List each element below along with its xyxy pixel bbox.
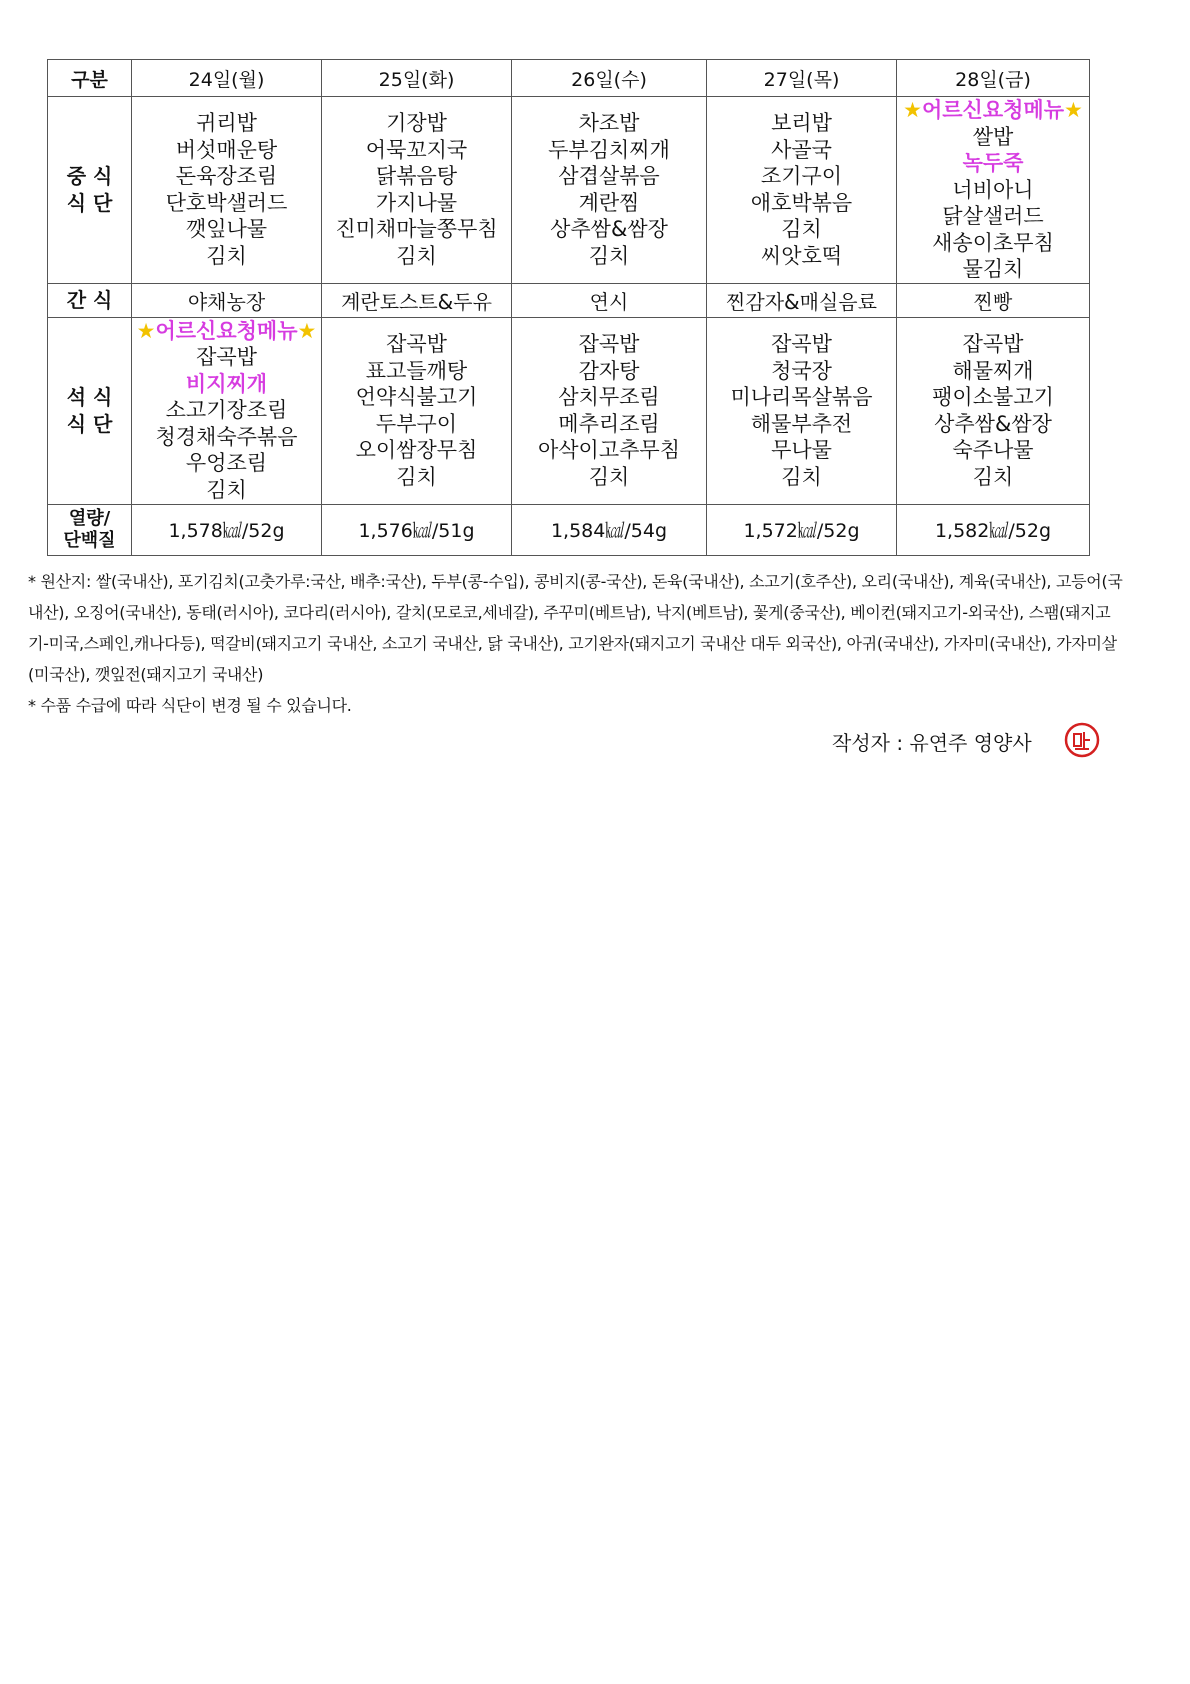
menu-item: 기장밥 (386, 111, 447, 136)
menu-item: 깻잎나물 (185, 217, 268, 242)
menu-item: 언약식불고기 (355, 385, 478, 409)
menu-item: 가지나물 (375, 190, 458, 215)
change-note: * 수품 수급에 따라 식단이 변경 될 수 있습니다. (28, 696, 352, 715)
kcal-row (48, 504, 1090, 555)
snack-cell: 계란토스트&두유 (322, 283, 512, 317)
kcal-cell: 1,584㎉/54g (512, 504, 707, 555)
menu-item: 김치 (781, 217, 822, 242)
menu-item: 해물찌개 (952, 358, 1034, 383)
menu-item: 새송이초무침 (932, 230, 1054, 255)
star-icon: ★ (1064, 98, 1083, 122)
day-header-wed: 26일(수) (512, 60, 707, 97)
day-header-tue: 25일(화) (322, 60, 512, 97)
kcal-cell: 1,578㎉/52g (132, 504, 322, 555)
day-header-mon: 24일(월) (132, 60, 322, 97)
menu-item: 차조밥 (578, 111, 640, 136)
menu-item: 두부구이 (375, 411, 458, 436)
menu-item: 삼치무조림 (558, 385, 660, 409)
dinner-cell (897, 317, 1090, 504)
dinner-cell (132, 317, 322, 504)
menu-item: 소고기장조림 (165, 398, 288, 423)
menu-item: 상추쌈&쌈장 (550, 217, 668, 242)
notes (28, 566, 1128, 721)
menu-item: 조기구이 (760, 164, 843, 189)
menu-item: 오이쌈장무침 (355, 438, 478, 462)
menu-item: 김치 (588, 464, 630, 489)
menu-item: 숙주나물 (952, 438, 1034, 462)
menu-item: 상추쌈&쌈장 (934, 411, 1052, 436)
menu-item: 표고들깨탕 (365, 358, 468, 383)
header-label: 구분 (48, 60, 132, 97)
menu-item: 감자탕 (578, 358, 640, 383)
header-row (48, 60, 1090, 97)
menu-item: 김치 (588, 243, 630, 268)
menu-item: 계란찜 (578, 190, 640, 215)
menu-item: 아삭이고추무침 (537, 438, 680, 462)
lunch-cell (897, 97, 1090, 284)
menu-item: 버섯매운탕 (175, 137, 278, 162)
snack-cell: 연시 (512, 283, 707, 317)
menu-item: 미나리목살볶음 (730, 385, 873, 409)
menu-item: 어묵꼬지국 (365, 137, 468, 162)
menu-item: 해물부추전 (750, 411, 853, 436)
special-menu-label (897, 97, 1089, 124)
special-menu-text: 어르신요청메뉴 (921, 98, 1064, 122)
menu-item: 김치 (206, 477, 247, 502)
dinner-cell (322, 317, 512, 504)
menu-item: 씨앗호떡 (760, 243, 843, 268)
lunch-label (48, 97, 132, 284)
menu-item: 닭볶음탕 (375, 164, 458, 189)
menu-item: 우엉조림 (185, 451, 268, 476)
day-header-fri: 28일(금) (897, 60, 1090, 97)
menu-item: 너비아니 (952, 177, 1034, 202)
menu-item: 애호박볶음 (750, 190, 853, 215)
star-icon: ★ (903, 98, 922, 122)
menu-item: 잡곡밥 (386, 332, 447, 356)
menu-item: 닭살샐러드 (942, 204, 1044, 228)
kcal-label-line: 열량/ (68, 507, 111, 529)
kcal-label (48, 504, 132, 555)
special-menu-text: 어르신요청메뉴 (155, 318, 298, 343)
menu-item: 두부김치찌개 (548, 137, 670, 162)
lunch-label-line: 중 식 (66, 163, 113, 188)
origin-note: * 원산지: 쌀(국내산), 포기김치(고춧가루:국산, 배추:국산), 두부(콩-수입), 콩비지(콩-국산), 돈육(국내산), 소고기(호주산), 오리(국내산), 계육(국내산), 고등어(국내산), 오징어(국내산), 동태(러시아), 코다리(러시아), 갈치(모로코,세네갈), 주꾸미(베트남), 낙지(베트남), 꽃게(중국산), 베이컨(돼지고기-외국산), 스팸(돼지고기-미국,스페인,캐나다등), 떡갈비(돼지고기 국내산, 소고기 국내산, 닭 국내산), 고기완자(돼지고기 국내산 대두 외국산), 아귀(국내산), 가자미(국내산), 가자미살(미국산), 깻잎전(돼지고기 국내산) (28, 572, 1123, 684)
menu-item: 팽이소불고기 (932, 385, 1054, 409)
menu-item: 김치 (972, 464, 1014, 489)
menu-item: 보리밥 (771, 111, 832, 136)
menu-item: 잡곡밥 (196, 345, 257, 370)
lunch-row (48, 97, 1090, 284)
dinner-label-line: 식 단 (66, 411, 113, 436)
lunch-cell (707, 97, 897, 284)
menu-item: 귀리밥 (196, 111, 257, 136)
snack-row (48, 283, 1090, 317)
lunch-label-line: 식 단 (66, 190, 113, 215)
menu-item: 김치 (781, 464, 822, 489)
menu-item: 쌀밥 (972, 124, 1014, 149)
menu-item: 단호박샐러드 (165, 190, 288, 215)
day-header-thu: 27일(목) (707, 60, 897, 97)
snack-cell: 야채농장 (132, 283, 322, 317)
kcal-cell: 1,576㎉/51g (322, 504, 512, 555)
menu-item: 김치 (206, 243, 247, 268)
menu-table (47, 59, 1090, 556)
lunch-cell (322, 97, 512, 284)
dinner-label (48, 317, 132, 504)
snack-label: 간 식 (48, 283, 132, 317)
dinner-cell (707, 317, 897, 504)
menu-item: 김치 (396, 464, 437, 489)
menu-item: 돈육장조림 (175, 164, 278, 189)
kcal-cell: 1,582㎉/52g (897, 504, 1090, 555)
lunch-cell (132, 97, 322, 284)
seal-stamp (1063, 721, 1101, 759)
kcal-cell: 1,572㎉/52g (707, 504, 897, 555)
menu-item: 잡곡밥 (578, 332, 640, 356)
dinner-row (48, 317, 1090, 504)
lunch-cell (512, 97, 707, 284)
menu-item: 녹두죽 (962, 151, 1024, 175)
kcal-label-line: 단백질 (63, 529, 116, 551)
star-icon: ★ (297, 318, 317, 343)
menu-item: 무나물 (771, 438, 832, 462)
menu-item: 잡곡밥 (771, 332, 832, 356)
menu-item: 잡곡밥 (962, 332, 1024, 356)
menu-item: 삼겹살볶음 (558, 164, 660, 189)
menu-item: 청경채숙주볶음 (155, 424, 298, 449)
star-icon: ★ (136, 318, 156, 343)
menu-item: 진미채마늘쫑무침 (335, 217, 498, 242)
menu-item: 메추리조림 (558, 411, 660, 436)
snack-cell: 찐빵 (897, 283, 1090, 317)
menu-item: 물김치 (962, 257, 1024, 281)
dinner-label-line: 석 식 (66, 384, 113, 409)
author-line: 작성자 : 유연주 영양사 (832, 731, 1032, 755)
menu-item: 청국장 (771, 358, 832, 383)
menu-item: 비지찌개 (185, 371, 268, 396)
special-menu-label (132, 318, 321, 345)
menu-item: 사골국 (771, 137, 832, 162)
dinner-cell (512, 317, 707, 504)
snack-cell: 찐감자&매실음료 (707, 283, 897, 317)
menu-item: 김치 (396, 243, 437, 268)
